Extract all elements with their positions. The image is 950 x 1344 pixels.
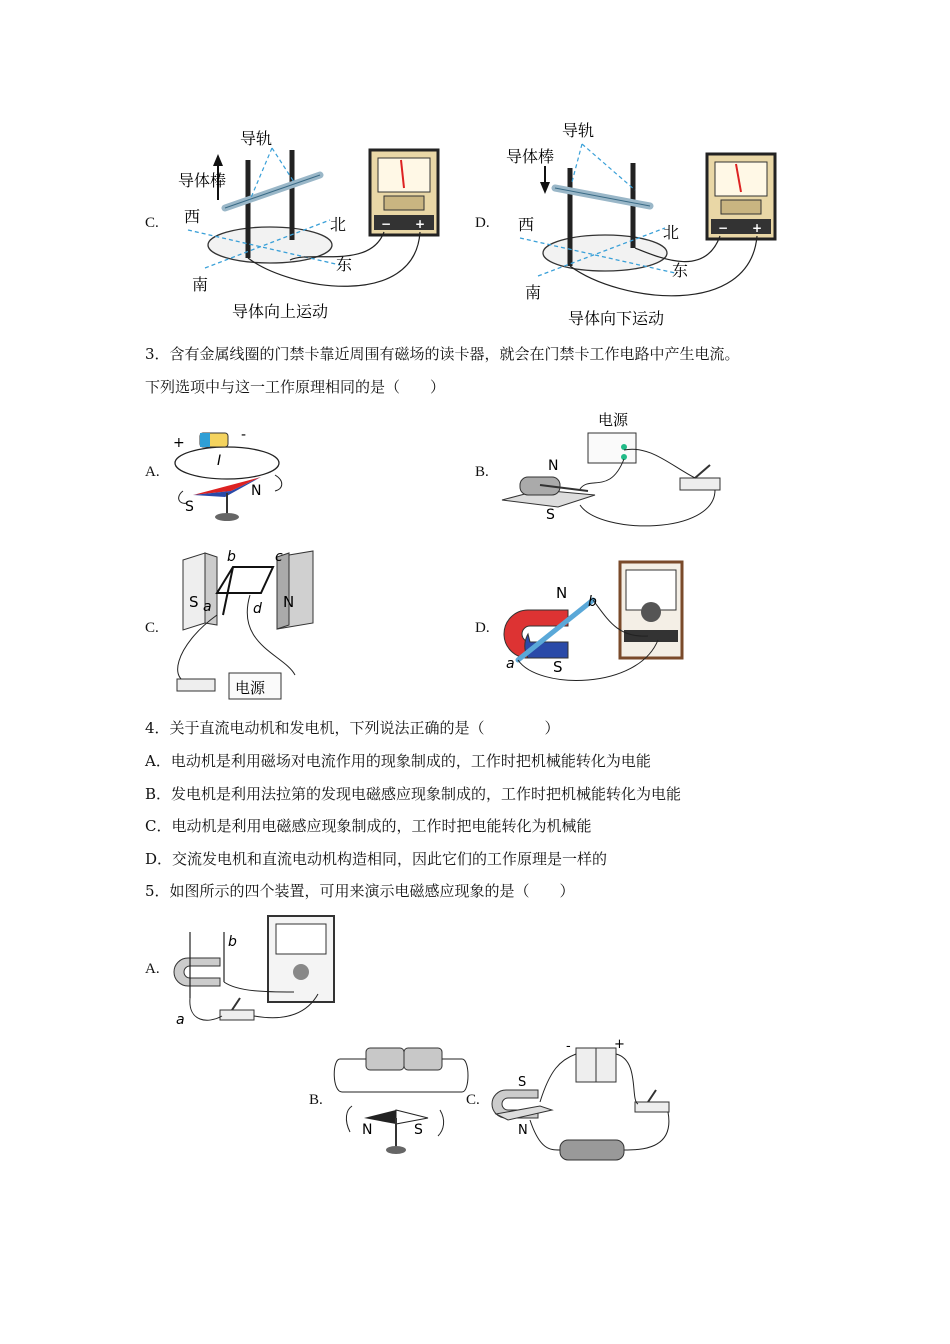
top-c-west-text: 西 bbox=[184, 207, 201, 226]
q3-stem-line2: 下列选项中与这一工作原理相同的是（ ） bbox=[145, 378, 446, 396]
q3-c-d: d bbox=[253, 601, 262, 617]
top-c-rail-text: 导轨 bbox=[240, 129, 273, 148]
q3-option-b-label: B. bbox=[475, 464, 489, 480]
q3-c-b: b bbox=[227, 549, 236, 565]
top-c-rod-text: 导体棒 bbox=[178, 171, 227, 190]
top-c-north-text: 北 bbox=[330, 215, 347, 234]
q3-d-n: N bbox=[556, 584, 568, 602]
q3-b-s: S bbox=[546, 507, 555, 523]
q5-c-plus: + bbox=[614, 1037, 625, 1052]
top-d-south-text: 南 bbox=[525, 283, 542, 302]
q5-a-a: a bbox=[176, 1012, 185, 1028]
q4-stem: 4．关于直流电动机和发电机，下列说法正确的是（ ） bbox=[145, 719, 560, 737]
top-c-caption: 导体向上运动 bbox=[232, 302, 329, 321]
top-d-rail-text: 导轨 bbox=[562, 121, 595, 140]
q5-c-s: S bbox=[518, 1075, 527, 1090]
figure-top-c bbox=[170, 120, 460, 325]
q3-option-d-label: D. bbox=[475, 620, 490, 636]
svg-text:−: − bbox=[381, 217, 392, 231]
q4-option-b: B．发电机是利用法拉第的发现电磁感应现象制成的，工作时把机械能转化为电能 bbox=[145, 785, 682, 803]
top-d-east-text: 东 bbox=[672, 261, 689, 280]
q5-figure-c bbox=[490, 1037, 680, 1168]
q3-b-n: N bbox=[548, 458, 559, 474]
q3-option-a-label: A. bbox=[145, 464, 160, 480]
q5-b-diagram bbox=[334, 1048, 468, 1154]
q3-figure-b bbox=[500, 405, 730, 535]
q3-c-a: a bbox=[203, 599, 212, 615]
q5-figure-a bbox=[168, 912, 343, 1030]
q3-c-s: S bbox=[189, 593, 199, 611]
q5-option-a-label: A. bbox=[145, 961, 160, 977]
q5-b-n: N bbox=[362, 1122, 373, 1138]
q3-figure-a bbox=[165, 425, 295, 525]
top-c-south-text: 南 bbox=[192, 275, 209, 294]
q3-a-s: S bbox=[185, 499, 194, 515]
svg-text:+: + bbox=[415, 217, 426, 231]
q3-figure-d bbox=[498, 560, 688, 690]
q3-a-minus: - bbox=[241, 427, 247, 443]
q4-option-a: A．电动机是利用磁场对电流作用的现象制成的，工作时把机械能转化为电能 bbox=[145, 752, 651, 770]
q3-option-c-label: C. bbox=[145, 620, 159, 636]
q3-a-current: I bbox=[217, 453, 222, 469]
q3-a-plus: + bbox=[173, 435, 185, 451]
svg-text:−: − bbox=[718, 221, 729, 235]
q4-option-d: D．交流发电机和直流电动机构造相同，因此它们的工作原理是一样的 bbox=[145, 850, 608, 868]
top-c-diagram bbox=[188, 148, 438, 286]
q5-c-n: N bbox=[518, 1123, 528, 1138]
q3-c-c: c bbox=[275, 549, 283, 565]
figure-top-d bbox=[500, 118, 790, 330]
top-option-d-label: D. bbox=[475, 215, 490, 231]
q5-b-s: S bbox=[414, 1122, 423, 1138]
q3-c-power: 电源 bbox=[235, 679, 266, 697]
q3-a-n: N bbox=[251, 483, 262, 499]
q4-option-c: C．电动机是利用电磁感应现象制成的，工作时把电能转化为机械能 bbox=[145, 817, 592, 835]
top-d-west-text: 西 bbox=[518, 215, 535, 234]
top-option-c-label: C. bbox=[145, 215, 159, 231]
top-d-rod-text: 导体棒 bbox=[506, 147, 555, 166]
q5-c-diagram bbox=[492, 1048, 669, 1160]
top-c-east-text: 东 bbox=[336, 255, 353, 274]
q3-d-s: S bbox=[553, 658, 563, 676]
q3-stem-line1: 3．含有金属线圈的门禁卡靠近周围有磁场的读卡器，就会在门禁卡工作电路中产生电流。 bbox=[145, 345, 740, 363]
q3-figure-c bbox=[165, 545, 325, 710]
q5-c-minus: - bbox=[566, 1039, 571, 1054]
q3-c-diagram bbox=[177, 551, 313, 699]
q5-stem: 5．如图所示的四个装置，可用来演示电磁感应现象的是（ ） bbox=[145, 882, 575, 900]
q3-b-power: 电源 bbox=[598, 411, 629, 429]
svg-text:+: + bbox=[752, 221, 763, 235]
top-d-north-text: 北 bbox=[663, 223, 680, 242]
q3-c-n: N bbox=[283, 593, 295, 611]
top-d-caption: 导体向下运动 bbox=[568, 309, 665, 328]
q5-a-b: b bbox=[228, 934, 237, 950]
q5-figure-b bbox=[332, 1040, 472, 1158]
q3-b-diagram bbox=[502, 433, 720, 526]
q5-a-diagram bbox=[174, 916, 334, 1020]
q3-d-a: a bbox=[506, 656, 515, 672]
q5-option-b-label: B. bbox=[309, 1092, 323, 1108]
top-d-diagram bbox=[520, 144, 775, 296]
q3-d-b: b bbox=[588, 594, 597, 610]
q5-option-c-label: C. bbox=[466, 1092, 480, 1108]
q3-d-diagram bbox=[504, 562, 682, 680]
